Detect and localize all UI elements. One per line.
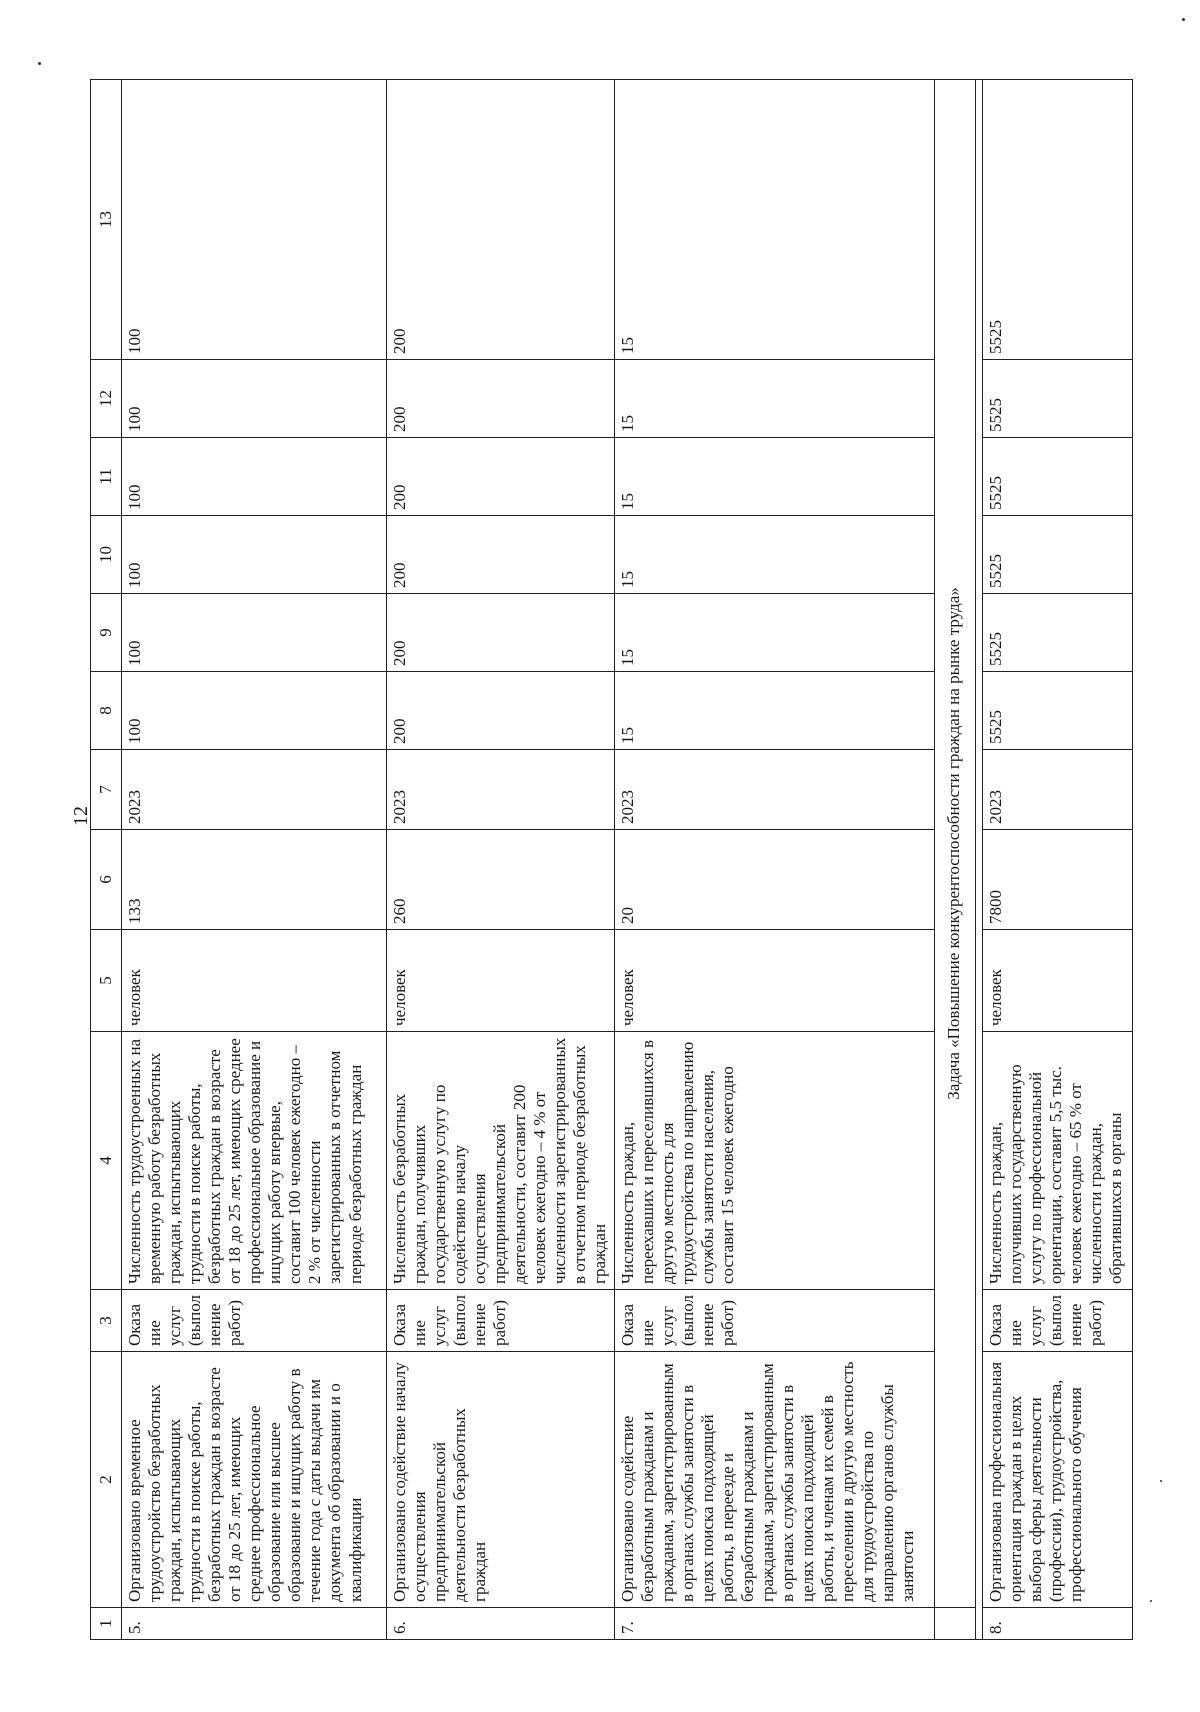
base-value: 260 [387,830,615,930]
row-number: 8. [982,1608,1132,1640]
year-value: 15 [614,80,934,360]
row-number: 6. [387,1608,615,1640]
col-header: 1 [91,1608,122,1640]
event-name: Организовано временное трудоустройство безработных граждан, испытывающих трудности в поиске работы, безработных граждан в возрасте от 18 до 25 лет, имеющих среднее профессиональное образование или высшее образование и ищущих работу в течение года с даты выдачи им документа об образовании и о квалификации [122,1352,387,1608]
year-value: 200 [387,672,615,750]
column-number-row [91,80,122,1640]
year-value: 200 [387,360,615,438]
year-value: 15 [614,516,934,594]
year-value: 5525 [982,360,1132,438]
scan-speck [1182,18,1185,21]
col-header: 13 [91,80,122,360]
year-value: 100 [122,438,387,516]
year-value: 100 [122,80,387,360]
event-type: Оказание услуг (выполнение работ) [982,1290,1132,1352]
table-row [982,80,1132,1640]
event-type: Оказание услуг (выполнение работ) [614,1290,934,1352]
col-header: 7 [91,750,122,830]
year-value: 100 [122,594,387,672]
base-year: 2023 [122,750,387,830]
year-value: 200 [387,594,615,672]
program-table [90,79,1133,1640]
rotated-table-container [90,80,1140,1640]
col-header: 6 [91,830,122,930]
col-header: 8 [91,672,122,750]
scan-speck [1150,1600,1152,1602]
event-name: Организовано содействие началу осуществления предпринимательской деятельности безработных граждан [387,1352,615,1608]
page-number: 12 [70,806,92,826]
unit: человек [387,930,615,1032]
row-number: 7. [614,1608,934,1640]
year-value: 15 [614,594,934,672]
section-title: Задача «Повышение конкурентоспособности граждан на рынке труда» [934,80,975,1608]
gap-row [975,80,982,1640]
year-value: 100 [122,360,387,438]
row-number: 5. [122,1608,387,1640]
scan-speck [1160,1480,1162,1482]
section-row [934,80,975,1640]
base-value: 7800 [982,830,1132,930]
year-value: 100 [122,672,387,750]
col-header: 9 [91,594,122,672]
base-year: 2023 [614,750,934,830]
col-header: 5 [91,930,122,1032]
indicator-text: Численность граждан, получивших государственную услугу по профессиональной ориентации, составит 5,5 тыс. человек ежегодно – 65 % от численности граждан, обратившихся в органы [982,1032,1132,1290]
indicator-text: Численность граждан, переехавших и переселившихся в другую местность для трудоустройства по направлению службы занятости населения, составит 15 человек ежегодно [614,1032,934,1290]
base-year: 2023 [387,750,615,830]
col-header: 12 [91,360,122,438]
unit: человек [982,930,1132,1032]
year-value: 15 [614,672,934,750]
year-value: 200 [387,80,615,360]
col-header: 10 [91,516,122,594]
event-name: Организована профессиональная ориентация граждан в целях выбора сферы деятельности (профессии), трудоустройства, профессионального обучения [982,1352,1132,1608]
event-name: Организовано содействие безработным гражданам и гражданам, зарегистрированным в органах службы занятости в целях поиска подходящей работы, в переезде и безработным гражданам и гражданам, зарегистрированным в органах службы занятости в целях поиска подходящей работы, и членам их семей в переселении в другую местность для трудоустройства по направлению органов службы занятости [614,1352,934,1608]
gap-cell [975,80,982,1640]
year-value: 5525 [982,516,1132,594]
event-type: Оказание услуг (выполнение работ) [122,1290,387,1352]
unit: человек [614,930,934,1032]
col-header: 2 [91,1352,122,1608]
table-row [122,80,387,1640]
year-value: 100 [122,516,387,594]
col-header: 3 [91,1290,122,1352]
scan-speck [38,62,41,65]
year-value: 5525 [982,672,1132,750]
section-spacer [934,1608,975,1640]
year-value: 5525 [982,594,1132,672]
year-value: 5525 [982,438,1132,516]
year-value: 15 [614,360,934,438]
table-row [614,80,934,1640]
year-value: 200 [387,516,615,594]
year-value: 15 [614,438,934,516]
year-value: 5525 [982,80,1132,360]
base-value: 20 [614,830,934,930]
base-year: 2023 [982,750,1132,830]
indicator-text: Численность трудоустроенных на временную работу безработных граждан, испытывающих трудности в поиске работы, безработных граждан в возрасте от 18 до 25 лет, имеющих среднее профессиональное образование и ищущих работу впервые, составит 100 человек ежегодно – 2 % от численности зарегистрированных в отчетном периоде безработных граждан [122,1032,387,1290]
col-header: 4 [91,1032,122,1290]
unit: человек [122,930,387,1032]
year-value: 200 [387,438,615,516]
event-type: Оказание услуг (выполнение работ) [387,1290,615,1352]
base-value: 133 [122,830,387,930]
col-header: 11 [91,438,122,516]
table-row [387,80,615,1640]
indicator-text: Численность безработных граждан, получивших государственную услугу по содействию началу осуществления предпринимательской деятельности, составит 200 человек ежегодно – 4 % от численности зарегистрированных в отчетном периоде безработных граждан [387,1032,615,1290]
